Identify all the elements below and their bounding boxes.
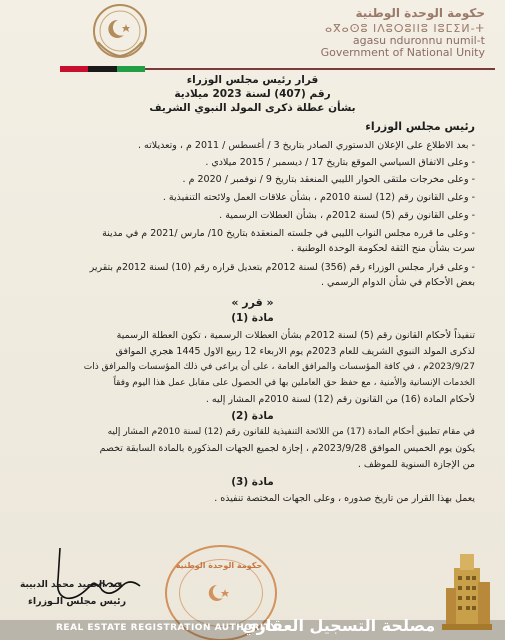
footer-arabic: مصلحة التسجيل العقاري — [242, 616, 436, 635]
signatory-title: رئيس مجلس الـوزراء — [28, 596, 127, 607]
authority-heading: رئيس مجلس الوزراء — [365, 120, 475, 133]
header-english: Government of National Unity — [320, 46, 485, 59]
decree-title: قرار رئيس مجلس الوزراء — [186, 74, 319, 86]
decision-heading: « قرر » — [231, 296, 274, 309]
preamble-line: - وعلى الاتفاق السياسي الموقع بتاريخ 17 / ديسمبر / 2015 ميلادي . — [205, 157, 475, 168]
header-tifinagh: ⴰⴳⴰⵙⵓ ⵏⴷⵓⵔⵓⵏⵏⵓ ⵏⵓⵎⵉⵍ-ⵜ — [325, 22, 485, 35]
preamble-line: سرت بشأن منح الثقة لحكومة الوحدة الوطنية . — [290, 243, 475, 254]
signatory-name: عبد الحميد محمد الدبيبة — [20, 580, 124, 590]
article-line: يعمل بهذا القرار من تاريخ صدوره ، وعلى الجهات المختصة تنفيذه . — [214, 493, 475, 504]
article-line: في مقام تطبيق أحكام المادة (17) من اللائحة التنفيذية للقانون رقم (12) لسنة 2010م المشار إليه — [107, 427, 475, 437]
preamble-line: بعض الأحكام في شأن الدوام الرسمي . — [320, 277, 475, 288]
article-line: 2023/9/27م ، في كافة المؤسسات والمرافق العامة ، على أن يراعى في ذلك المؤسسات والمرافق ذات — [83, 362, 475, 372]
header-arabic: حكومة الوحدة الوطنية — [355, 6, 485, 20]
preamble-line: - وعلى القانون رقم (12) لسنة 2010م ، بشأن علاقات العمل ولائحته التنفيذية . — [162, 192, 475, 203]
article-line: من الإجازة السنوية للموظف . — [357, 459, 475, 470]
header-divider — [145, 68, 495, 70]
article-line: لذكرى المولد النبوي الشريف للعام 2023م يوم الاربعاء 12 ربيع الاول 1445 هجري الموافق — [115, 346, 475, 357]
footer-english: REAL ESTATE REGISTRATION AUTHORITY — [56, 623, 278, 633]
article-line: الخدمات الإنسانية والأمنية ، مع حفظ حق العاملين بها في الحصول على مقابل عمل هذا اليوم وفقاً — [113, 378, 475, 388]
article-heading: مادة (2) — [231, 410, 274, 422]
preamble-line: - وعلى القانون رقم (5) لسنة 2012م ، بشأن العطلات الرسمية . — [219, 210, 475, 221]
libya-emblem-icon — [88, 2, 152, 60]
decree-number: رقم (407) لسنة 2023 ميلادية — [174, 88, 331, 100]
article-line: لأحكام المادة (16) من القانون رقم (12) لسنة 2010م المشار إليه . — [205, 394, 475, 405]
header-latin: agasu nduronnu numil-t — [352, 34, 485, 47]
flag-stripe — [60, 66, 145, 72]
preamble-line: - وعلى قرار مجلس الوزراء رقم (356) لسنة 2012م بتعديل قراره رقم (10) لسنة 2012م بتقرير — [89, 262, 475, 273]
registration-authority-logo-icon — [436, 548, 498, 636]
decree-subject: بشأن عطلة ذكرى المولد النبوي الشريف — [149, 102, 356, 114]
article-line: تنفيذاً لأحكام القانون رقم (5) لسنة 2012م بشأن العطلات الرسمية ، تكون العطلة الرسمية — [116, 330, 475, 341]
preamble-line: - وعلى مخرجات ملتقى الحوار الليبي المنعقد بتاريخ 9 / نوفمبر / 2020 م . — [182, 174, 475, 185]
article-line: يكون يوم الخميس الموافق 2023/9/28م ، إجازة لجميع الجهات المذكورة بالمادة السابقة تخصم — [99, 443, 475, 454]
preamble-line: - بعد الاطلاع على الإعلان الدستوري الصادر بتاريخ 3 / أغسطس / 2011 م ، وتعديلاته . — [138, 140, 475, 151]
stamp-text: حكومة الوحدة الوطنية — [175, 561, 263, 570]
article-heading: مادة (3) — [231, 476, 274, 488]
article-heading: مادة (1) — [231, 312, 274, 324]
preamble-line: - وعلى ما قرره مجلس النواب الليبي في جلسته المنعقدة بتاريخ 10/ مارس /2021 م في مدينة — [102, 228, 475, 239]
